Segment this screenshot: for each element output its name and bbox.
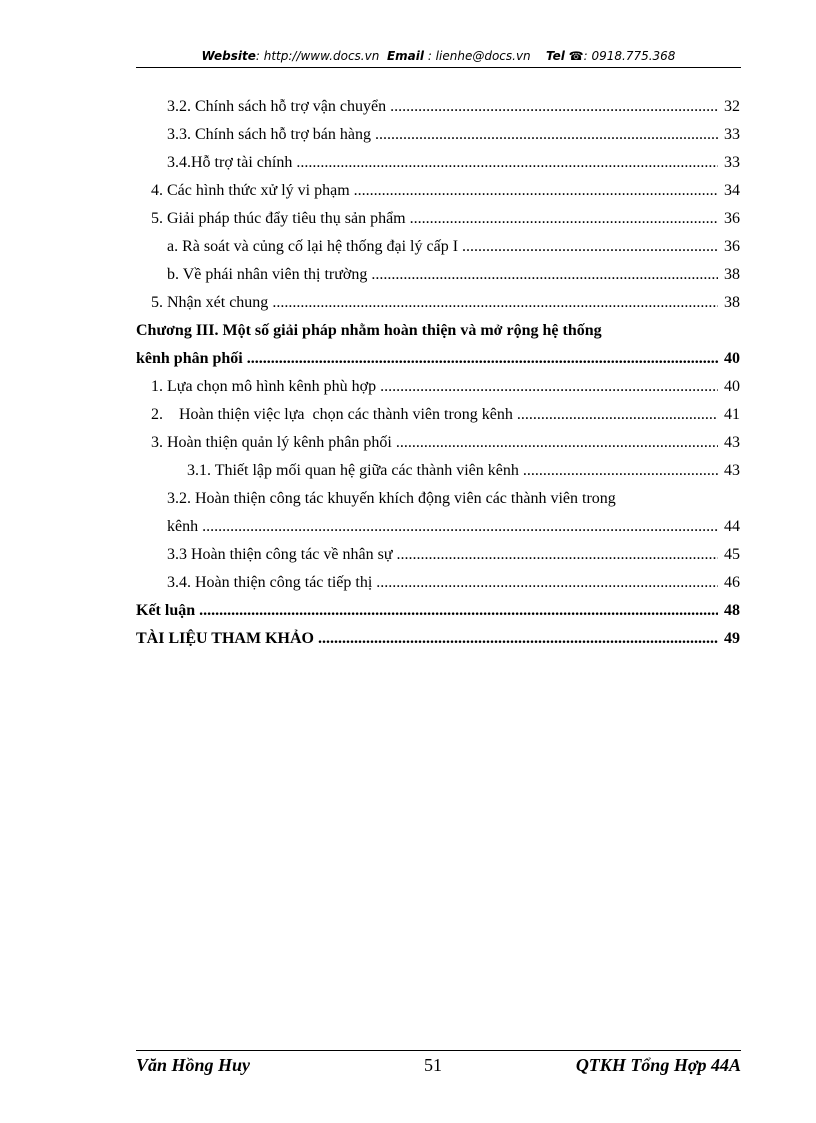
toc-entry-page: 40: [724, 345, 740, 373]
toc-entry-page: 36: [724, 205, 740, 233]
toc-entry-title: 1. Lựa chọn mô hình kênh phù hợp .....: [151, 373, 718, 401]
footer-class-name: QTKH Tổng Hợp 44A: [575, 1055, 741, 1075]
toc-entry: [136, 121, 740, 149]
toc-entry-title: 3.3. Chính sách hỗ trợ bán hàng .....: [167, 121, 718, 149]
footer-page-number: 51: [424, 1055, 442, 1075]
website-label: Website: [201, 49, 256, 63]
toc-entry-page: 48: [724, 597, 740, 625]
toc-entry-title: 2. Hoàn thiện việc lựa chọn các thành viên trong kênh .....: [151, 401, 718, 429]
toc-entry: [136, 289, 740, 317]
toc-entry: [136, 485, 740, 513]
toc-entry: [136, 513, 740, 541]
toc-entry-page: 32: [724, 93, 740, 121]
toc-entry-page: 45: [724, 541, 740, 569]
toc-entry-page: 34: [724, 177, 740, 205]
toc-entry-page: 43: [724, 457, 740, 485]
footer-author: Văn Hồng Huy: [136, 1055, 251, 1075]
toc-entry-page: 40: [724, 373, 740, 401]
toc-entry: [136, 457, 740, 485]
toc-entry-title: 4. Các hình thức xử lý vi phạm .....: [151, 177, 718, 205]
toc-entry-title: 3.3 Hoàn thiện công tác về nhân sự .....: [167, 541, 718, 569]
toc-entry-title: kênh .....: [167, 513, 718, 541]
toc-entry: [136, 597, 740, 625]
email-label: Email: [386, 49, 424, 63]
toc-entry-page: 46: [724, 569, 740, 597]
toc-entry-page: 38: [724, 261, 740, 289]
toc-entry-title: 3.2. Chính sách hỗ trợ vận chuyển .....: [167, 93, 718, 121]
toc-entry-page: 49: [724, 625, 740, 653]
toc-entry: [136, 625, 740, 653]
toc-entry-title: 3. Hoàn thiện quản lý kênh phân phối .....: [151, 429, 718, 457]
toc-entry-title: Chương III. Một số giải pháp nhằm hoàn thiện và mở rộng hệ thống: [136, 322, 602, 339]
tel-label: Tel: [545, 49, 565, 63]
toc-entry-title: TÀI LIỆU THAM KHẢO .....: [136, 625, 718, 653]
website-value: : http://www.docs.vn: [255, 49, 380, 63]
toc-entry-page: 36: [724, 233, 740, 261]
toc-entry: [136, 401, 740, 429]
toc-entry: [136, 233, 740, 261]
tel-value: : 0918.775.368: [583, 49, 676, 63]
toc-entry: [136, 149, 740, 177]
toc-entry-page: 41: [724, 401, 740, 429]
toc-entry-title: Kết luận .....: [136, 597, 718, 625]
toc-entry-page: 33: [724, 121, 740, 149]
toc-entry: [136, 261, 740, 289]
toc-entry: [136, 429, 740, 457]
toc-entry-title: 3.2. Hoàn thiện công tác khuyến khích động viên các thành viên trong: [167, 490, 616, 507]
page-footer: [136, 1050, 741, 1079]
toc-entry-page: 43: [724, 429, 740, 457]
toc-entry-title: 5. Nhận xét chung .....: [151, 289, 718, 317]
toc-entry: [136, 569, 740, 597]
toc-entry-page: 38: [724, 289, 740, 317]
toc-entry-title: 3.1. Thiết lập mối quan hệ giữa các thành viên kênh .....: [187, 457, 718, 485]
toc-entry-title: kênh phân phối .....: [136, 345, 718, 373]
table-of-contents: [136, 93, 740, 653]
toc-entry: [136, 177, 740, 205]
toc-entry: [136, 541, 740, 569]
toc-entry-page: 44: [724, 513, 740, 541]
toc-entry-title: 3.4. Hoàn thiện công tác tiếp thị .....: [167, 569, 718, 597]
toc-entry-title: b. Về phái nhân viên thị trường .....: [167, 261, 718, 289]
toc-entry: [136, 93, 740, 121]
toc-entry-page: 33: [724, 149, 740, 177]
toc-entry: [136, 345, 740, 373]
toc-chapter-heading: [136, 317, 740, 345]
phone-icon: ☎: [568, 49, 584, 63]
page-header: [136, 47, 741, 68]
toc-entry-title: 5. Giải pháp thúc đẩy tiêu thụ sản phẩm .....: [151, 205, 718, 233]
toc-entry-title: a. Rà soát và củng cố lại hệ thống đại lý cấp I .....: [167, 233, 718, 261]
toc-entry: [136, 205, 740, 233]
email-value: : lienhe@docs.vn: [427, 49, 531, 63]
toc-entry: [136, 373, 740, 401]
toc-entry-title: 3.4.Hỗ trợ tài chính .....: [167, 149, 718, 177]
